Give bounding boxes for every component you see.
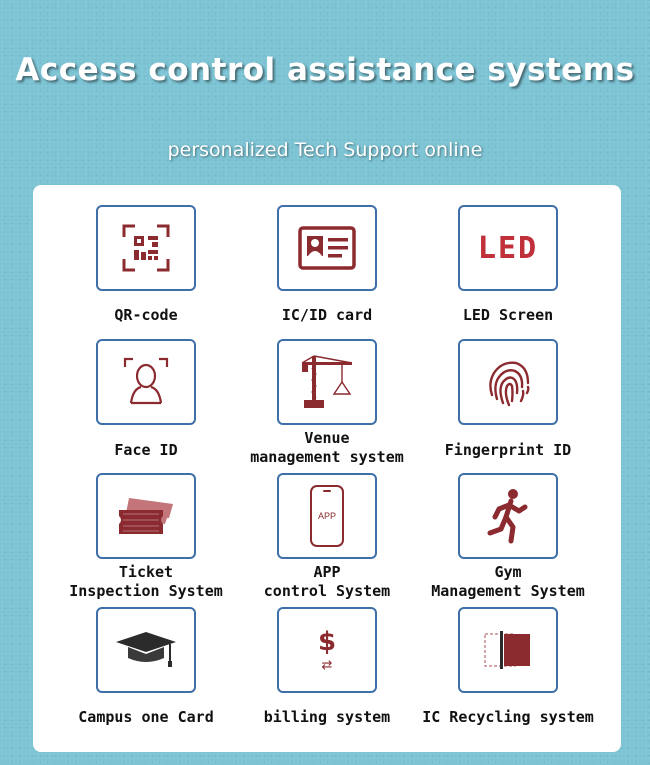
label-billing-system: billing system xyxy=(263,708,391,726)
tile-fingerprint-id[interactable] xyxy=(458,339,558,425)
tile-led-screen[interactable] xyxy=(458,205,558,291)
app-text: APP xyxy=(317,511,336,521)
runner-icon xyxy=(485,487,531,545)
tile-ic-recycling[interactable] xyxy=(458,607,558,693)
tickets-icon xyxy=(115,494,177,538)
id-card-icon xyxy=(298,226,356,270)
label-ic-recycling: IC Recycling system xyxy=(422,708,594,726)
billing-icon xyxy=(317,626,337,673)
card-recycle-icon xyxy=(482,629,534,671)
transfer-arrows-icon: ⇄ xyxy=(321,657,333,673)
page-subtitle: personalized Tech Support online xyxy=(167,139,483,161)
tile-app-control[interactable] xyxy=(277,473,377,559)
label-face-id: Face ID xyxy=(114,441,178,459)
fingerprint-icon xyxy=(482,355,534,409)
label-campus-one-card: Campus one Card xyxy=(78,708,214,726)
label-ic-id-card: IC/ID card xyxy=(281,306,373,324)
tile-ticket-inspection[interactable] xyxy=(96,473,196,559)
tile-qr-code[interactable] xyxy=(96,205,196,291)
label-gym-management: Gym Management System xyxy=(431,563,585,600)
label-led-screen: LED Screen xyxy=(462,306,554,324)
face-scan-icon xyxy=(123,357,169,407)
tile-billing-system[interactable] xyxy=(277,607,377,693)
label-app-control: APP control System xyxy=(263,563,391,600)
label-venue-management: Venue management system xyxy=(250,429,404,466)
label-qr-code: QR-code xyxy=(114,306,178,324)
led-screen-icon: LED xyxy=(477,230,539,266)
tile-venue-management[interactable] xyxy=(277,339,377,425)
tile-gym-management[interactable] xyxy=(458,473,558,559)
crane-icon xyxy=(298,354,356,410)
phone-app-icon xyxy=(310,485,344,547)
dollar-sign: $ xyxy=(317,626,337,657)
qr-code-icon xyxy=(121,223,171,273)
label-fingerprint-id: Fingerprint ID xyxy=(444,441,572,459)
tile-ic-id-card[interactable] xyxy=(277,205,377,291)
tile-campus-one-card[interactable] xyxy=(96,607,196,693)
systems-panel xyxy=(33,185,621,752)
graduation-cap-icon xyxy=(114,628,178,672)
tile-face-id[interactable] xyxy=(96,339,196,425)
label-ticket-inspection: Ticket Inspection System xyxy=(69,563,223,600)
page-title: Access control assistance systems xyxy=(15,52,635,88)
